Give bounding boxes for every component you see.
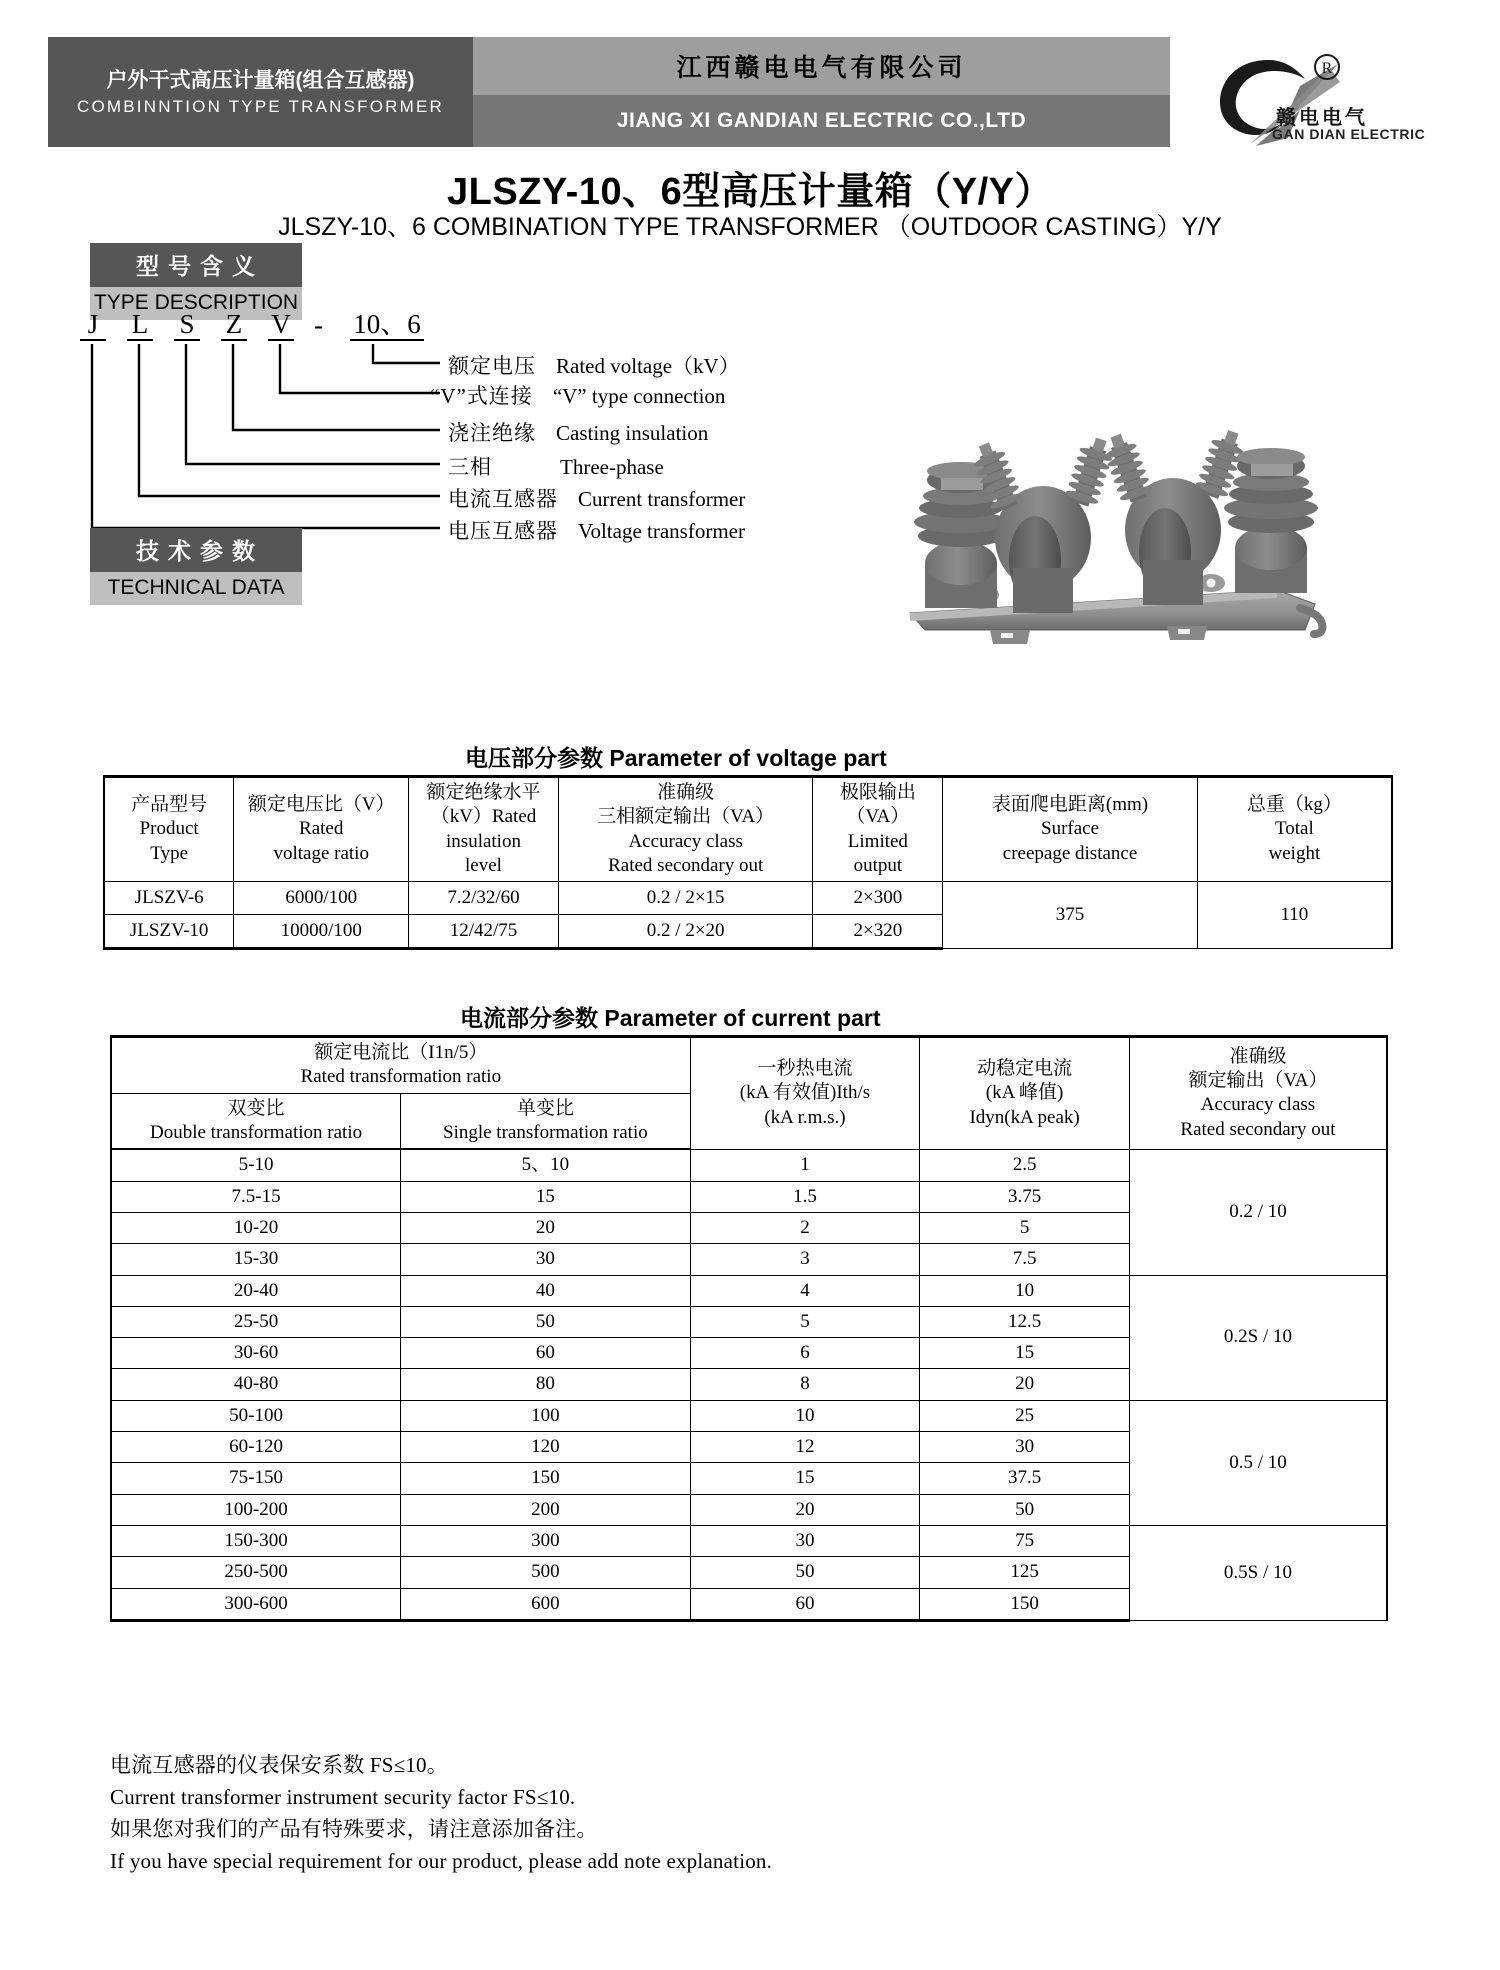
footer-notes xyxy=(110,1750,772,1878)
cell-accuracy-class: 0.5 / 10 xyxy=(1129,1400,1387,1525)
cell-single-ratio: 50 xyxy=(401,1306,691,1337)
type-code-label-current-transformer-en: Current transformer xyxy=(578,487,746,511)
cell-double-ratio: 300-600 xyxy=(111,1588,401,1620)
type-code-label-casting-insulation-cn: 浇注绝缘 xyxy=(448,421,536,445)
header-product-type-en1: Product xyxy=(139,818,199,840)
section-badge-type-description-cn: 型号含义 xyxy=(90,243,302,287)
type-code-label-current-transformer xyxy=(448,483,745,513)
page-title-en: JLSZY-10、6 COMBINATION TYPE TRANSFORMER （OUTDOOR CASTING）Y/Y xyxy=(278,213,1222,241)
type-code-letter-j: J xyxy=(80,310,106,341)
cell-accuracy-class: 0.5S / 10 xyxy=(1129,1526,1387,1621)
header-accuracy-class xyxy=(558,777,813,882)
type-code-voltage: 10、6 xyxy=(350,310,424,341)
header-insulation-level-en1: （kV）Rated xyxy=(430,806,537,828)
cell-double-ratio: 250-500 xyxy=(111,1557,401,1588)
cell-double-ratio: 5-10 xyxy=(111,1149,401,1181)
cell-thermal-current: 2 xyxy=(690,1212,920,1243)
header-insulation-level-en2: insulation xyxy=(446,830,521,852)
cell-dynamic-current: 10 xyxy=(920,1275,1130,1306)
header-total-weight-en1: Total xyxy=(1275,818,1314,840)
table-row xyxy=(111,1275,1387,1306)
cell-single-ratio: 300 xyxy=(401,1526,691,1557)
note-line-2: Current transformer instrument security factor FS≤10. xyxy=(110,1784,576,1809)
cell-single-ratio: 20 xyxy=(401,1212,691,1243)
cell-accuracy-class: 0.2 / 2×20 xyxy=(558,915,813,949)
cell-thermal-current: 6 xyxy=(690,1338,920,1369)
type-code-label-voltage-transformer-en: Voltage transformer xyxy=(578,519,745,543)
cell-single-ratio: 40 xyxy=(401,1275,691,1306)
cell-double-ratio: 20-40 xyxy=(111,1275,401,1306)
cell-single-ratio: 15 xyxy=(401,1181,691,1212)
header-accuracy-class-cn2: 额定输出（VA） xyxy=(1188,1070,1328,1092)
header-limited-output-cn2: （VA） xyxy=(846,806,910,828)
header-limited-output xyxy=(813,777,943,882)
section-badge-type-description-en: TYPE DESCRIPTION xyxy=(90,287,302,320)
cell-double-ratio: 25-50 xyxy=(111,1306,401,1337)
cell-thermal-current: 1 xyxy=(690,1149,920,1181)
cell-single-ratio: 120 xyxy=(401,1432,691,1463)
page-title-cn: JLSZY-10、6型高压计量箱（Y/Y） xyxy=(447,171,1053,213)
svg-text:R: R xyxy=(1321,60,1333,77)
header-single-ratio-cn: 单变比 xyxy=(516,1097,574,1119)
header-thermal-current-en: (kA r.m.s.) xyxy=(764,1106,846,1128)
header-thermal-current-cn2: (kA 有效值)Ith/s xyxy=(739,1082,871,1104)
cell-single-ratio: 5、10 xyxy=(401,1149,691,1181)
header-limited-output-en1: Limited xyxy=(847,830,908,852)
cell-creepage-distance: 375 xyxy=(943,882,1198,949)
combination-transformer-photo xyxy=(885,408,1355,658)
cell-dynamic-current: 12.5 xyxy=(920,1306,1130,1337)
header-dynamic-current xyxy=(920,1037,1130,1150)
cell-limited-output: 2×300 xyxy=(813,882,943,915)
header-insulation-level xyxy=(409,777,559,882)
type-code-label-rated-voltage xyxy=(448,350,740,380)
cell-insulation-level: 7.2/32/60 xyxy=(409,882,559,915)
header-creepage-distance-en2: creepage distance xyxy=(1002,842,1138,864)
company-name-en: JIANG XI GANDIAN ELECTRIC CO.,LTD xyxy=(473,95,1170,147)
header-insulation-level-cn: 额定绝缘水平 xyxy=(426,782,541,803)
cell-accuracy-class: 0.2 / 10 xyxy=(1129,1149,1387,1275)
table-row xyxy=(111,1149,1387,1181)
header-insulation-level-en3: level xyxy=(465,854,502,876)
table-header-row xyxy=(111,1037,1387,1094)
cell-voltage-ratio: 6000/100 xyxy=(234,882,409,915)
cell-single-ratio: 80 xyxy=(401,1369,691,1400)
cell-dynamic-current: 30 xyxy=(920,1432,1130,1463)
logo-brand-en: GAN DIAN ELECTRIC xyxy=(1272,126,1426,142)
header-voltage-ratio xyxy=(234,777,409,882)
header-rated-ratio-en: Rated transformation ratio xyxy=(300,1066,502,1088)
company-name-cn: 江西赣电电气有限公司 xyxy=(473,37,1170,95)
header-double-ratio-en: Double transformation ratio xyxy=(149,1121,363,1143)
cell-thermal-current: 8 xyxy=(690,1369,920,1400)
cell-single-ratio: 600 xyxy=(401,1588,691,1620)
cell-thermal-current: 12 xyxy=(690,1432,920,1463)
cell-thermal-current: 15 xyxy=(690,1463,920,1494)
cell-thermal-current: 20 xyxy=(690,1494,920,1525)
cell-double-ratio: 150-300 xyxy=(111,1526,401,1557)
header-product-type xyxy=(104,777,234,882)
header-voltage-ratio-en1: Rated xyxy=(299,818,344,840)
header-product-type-en2: Type xyxy=(150,842,189,864)
header-rated-ratio-cn: 额定电流比（I1n/5） xyxy=(314,1042,488,1063)
header-accuracy-class-en2: Rated secondary out xyxy=(608,854,764,876)
type-code-label-three-phase-en: Three-phase xyxy=(560,455,664,479)
header-accuracy-class-cn2: 三相额定输出（VA） xyxy=(597,806,775,828)
voltage-parameters-table xyxy=(103,775,1393,950)
cell-accuracy-class: 0.2 / 2×15 xyxy=(558,882,813,915)
header-product-type-cn: 产品型号 xyxy=(131,794,208,816)
cell-thermal-current: 60 xyxy=(690,1588,920,1620)
cell-voltage-ratio: 10000/100 xyxy=(234,915,409,949)
cell-double-ratio: 50-100 xyxy=(111,1400,401,1431)
header-creepage-distance xyxy=(943,777,1198,882)
cell-thermal-current: 1.5 xyxy=(690,1181,920,1212)
table-row xyxy=(111,1400,1387,1431)
cell-thermal-current: 5 xyxy=(690,1306,920,1337)
cell-double-ratio: 100-200 xyxy=(111,1494,401,1525)
header-creepage-distance-en1: Surface xyxy=(1041,818,1100,840)
cell-accuracy-class: 0.2S / 10 xyxy=(1129,1275,1387,1400)
note-line-4: If you have special requirement for our product, please add note explanation. xyxy=(110,1848,773,1873)
voltage-table-caption: 电压部分参数 Parameter of voltage part xyxy=(465,745,887,771)
logo-brand-cn: 赣电电气 xyxy=(1276,107,1368,129)
cell-dynamic-current: 20 xyxy=(920,1369,1130,1400)
cell-single-ratio: 30 xyxy=(401,1244,691,1275)
type-code-label-current-transformer-cn: 电流互感器 xyxy=(448,487,558,511)
cell-thermal-current: 4 xyxy=(690,1275,920,1306)
current-table-caption: 电流部分参数 Parameter of current part xyxy=(460,1005,881,1031)
header-total-weight-cn: 总重（kg） xyxy=(1246,794,1342,816)
header-accuracy-class-cn: 准确级 xyxy=(657,782,715,803)
cell-dynamic-current: 25 xyxy=(920,1400,1130,1431)
cell-dynamic-current: 5 xyxy=(920,1212,1130,1243)
cell-limited-output: 2×320 xyxy=(813,915,943,949)
header-company xyxy=(473,37,1170,147)
cell-double-ratio: 15-30 xyxy=(111,1244,401,1275)
cell-double-ratio: 40-80 xyxy=(111,1369,401,1400)
cell-dynamic-current: 2.5 xyxy=(920,1149,1130,1181)
type-code-label-v-connection xyxy=(430,380,725,410)
header-creepage-distance-cn: 表面爬电距离(mm) xyxy=(991,794,1149,816)
section-badge-technical-data xyxy=(90,528,302,605)
type-code-label-v-connection-cn: “V”式连接 xyxy=(430,384,533,408)
header-voltage-ratio-en2: voltage ratio xyxy=(273,842,369,864)
header-accuracy-class-cn: 准确级 xyxy=(1229,1045,1287,1067)
cell-single-ratio: 500 xyxy=(401,1557,691,1588)
table-header-row xyxy=(104,777,1392,882)
cell-dynamic-current: 7.5 xyxy=(920,1244,1130,1275)
type-code-label-three-phase xyxy=(448,451,664,481)
header-single-ratio-en: Single transformation ratio xyxy=(443,1121,648,1143)
cell-thermal-current: 50 xyxy=(690,1557,920,1588)
cell-product-type: JLSZV-6 xyxy=(104,882,234,915)
header-double-ratio xyxy=(111,1093,401,1149)
header-limited-output-en2: output xyxy=(853,854,903,876)
section-badge-technical-data-cn: 技术参数 xyxy=(90,528,302,572)
header-thermal-current-cn: 一秒热电流 xyxy=(757,1057,853,1079)
type-code-label-voltage-transformer xyxy=(448,515,745,545)
type-code-letter-z: Z xyxy=(221,310,247,341)
header-limited-output-cn: 极限输出 xyxy=(839,782,916,803)
cell-insulation-level: 12/42/75 xyxy=(409,915,559,949)
header-single-ratio xyxy=(401,1093,691,1149)
type-code-letter-l: L xyxy=(127,310,153,341)
cell-thermal-current: 30 xyxy=(690,1526,920,1557)
cell-double-ratio: 7.5-15 xyxy=(111,1181,401,1212)
cell-double-ratio: 30-60 xyxy=(111,1338,401,1369)
type-code-dash: - xyxy=(314,310,323,340)
cell-single-ratio: 150 xyxy=(401,1463,691,1494)
header-voltage-ratio-cn: 额定电压比（V） xyxy=(247,794,395,816)
header-total-weight xyxy=(1197,777,1392,882)
type-code-label-casting-insulation-en: Casting insulation xyxy=(556,421,709,445)
header-product-label-en: COMBINNTION TYPE TRANSFORMER xyxy=(77,97,444,117)
type-code-label-three-phase-cn: 三相 xyxy=(448,455,492,479)
cell-dynamic-current: 37.5 xyxy=(920,1463,1130,1494)
product-photo xyxy=(885,408,1355,658)
section-badge-type-description xyxy=(90,243,302,320)
header-accuracy-class-en1: Accuracy class xyxy=(628,830,743,852)
cell-double-ratio: 10-20 xyxy=(111,1212,401,1243)
company-logo xyxy=(1190,38,1440,148)
cell-dynamic-current: 15 xyxy=(920,1338,1130,1369)
cell-product-type: JLSZV-10 xyxy=(104,915,234,949)
cell-thermal-current: 3 xyxy=(690,1244,920,1275)
cell-dynamic-current: 3.75 xyxy=(920,1181,1130,1212)
type-code-label-rated-voltage-en: Rated voltage（kV） xyxy=(556,354,740,378)
type-code-letter-s: S xyxy=(174,310,200,341)
cell-dynamic-current: 50 xyxy=(920,1494,1130,1525)
cell-single-ratio: 100 xyxy=(401,1400,691,1431)
type-code-diagram xyxy=(80,309,880,543)
cell-single-ratio: 60 xyxy=(401,1338,691,1369)
header-product-label-cn: 户外干式高压计量箱(组合互感器) xyxy=(106,69,415,93)
type-code-label-rated-voltage-cn: 额定电压 xyxy=(448,354,536,378)
cell-single-ratio: 200 xyxy=(401,1494,691,1525)
header-product-label xyxy=(48,37,473,147)
cell-dynamic-current: 125 xyxy=(920,1557,1130,1588)
cell-dynamic-current: 150 xyxy=(920,1588,1130,1620)
header-rated-transformation-ratio xyxy=(111,1037,690,1094)
header-accuracy-class-en2: Rated secondary out xyxy=(1180,1118,1336,1140)
cell-dynamic-current: 75 xyxy=(920,1526,1130,1557)
cell-double-ratio: 60-120 xyxy=(111,1432,401,1463)
section-badge-technical-data-en: TECHNICAL DATA xyxy=(90,572,302,605)
header-thermal-current xyxy=(690,1037,920,1150)
table-row xyxy=(104,882,1392,915)
page-header xyxy=(48,37,1170,147)
note-line-1: 电流互感器的仪表保安系数 FS≤10。 xyxy=(110,1753,448,1777)
header-dynamic-current-en: Idyn(kA peak) xyxy=(969,1106,1080,1128)
header-dynamic-current-cn2: (kA 峰值) xyxy=(985,1082,1064,1104)
note-line-3: 如果您对我们的产品有特殊要求，请注意添加备注。 xyxy=(110,1816,598,1841)
header-accuracy-class xyxy=(1129,1037,1387,1150)
type-code-letter-v: V xyxy=(268,310,294,341)
type-code-label-v-connection-en: “V” type connection xyxy=(552,384,726,408)
current-parameters-table xyxy=(110,1035,1388,1622)
type-code-label-casting-insulation xyxy=(448,417,708,447)
header-total-weight-en2: weight xyxy=(1268,842,1321,864)
type-code-label-voltage-transformer-cn: 电压互感器 xyxy=(448,519,558,543)
header-accuracy-class-en: Accuracy class xyxy=(1200,1094,1316,1116)
table-row xyxy=(111,1526,1387,1557)
header-double-ratio-cn: 双变比 xyxy=(227,1097,285,1119)
cell-thermal-current: 10 xyxy=(690,1400,920,1431)
cell-total-weight: 110 xyxy=(1197,882,1392,949)
cell-double-ratio: 75-150 xyxy=(111,1463,401,1494)
header-dynamic-current-cn: 动稳定电流 xyxy=(977,1057,1073,1079)
